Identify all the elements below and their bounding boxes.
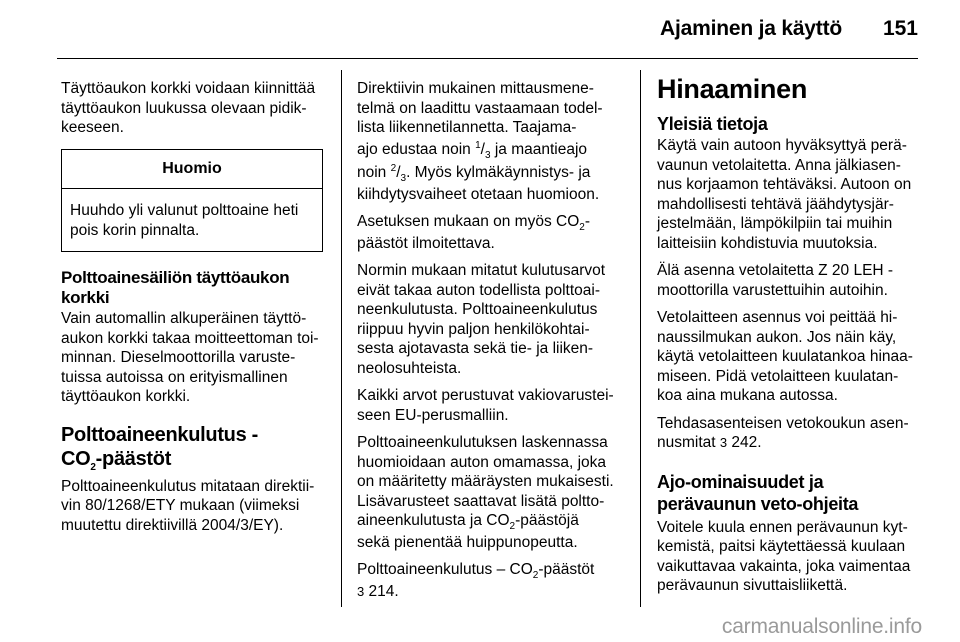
column-divider-2 bbox=[640, 70, 641, 607]
column-2 bbox=[357, 79, 629, 609]
driving-paragraph: Voitele kuula ennen perävaunun kyt- kemistä, paitsi käytettäessä kuulaan vaikuttavaa vakainta, joka vaimentaa perävaunun sivuttaisliikettä. bbox=[657, 518, 911, 594]
engine-warning-paragraph: Älä asenna vetolaitetta Z 20 LEH - moottorilla varustettuihin autoihin. bbox=[657, 262, 894, 299]
subheading-driving: Ajo-ominaisuudet ja perävaunun veto-ohjeita bbox=[657, 471, 859, 514]
cross-reference-paragraph: Polttoaineenkulutus – $CO_2$-päästöt 3 214. bbox=[357, 560, 629, 601]
note-box bbox=[61, 149, 323, 253]
fuel-cap-paragraph bbox=[61, 309, 333, 407]
consumption-paragraph bbox=[61, 477, 333, 536]
text-line: Vain automallin alkuperäinen täyttö- bbox=[61, 310, 307, 327]
text-line: aukon korkki takaa moitteettoman toi- bbox=[61, 329, 319, 347]
text-line: minnan. Dieselmoottorilla varuste- bbox=[61, 349, 296, 366]
note-body bbox=[62, 189, 322, 251]
co2-regulation-paragraph: Asetuksen mukaan on myös $CO_2-$ päästöt ilmoitettava. bbox=[357, 213, 591, 252]
column-3 bbox=[657, 74, 929, 604]
text-line: täyttöaukon luukussa olevaan pidik- bbox=[61, 99, 307, 117]
text-line: tuissa autoissa on erityismallinen bbox=[61, 368, 288, 386]
section-heading-fuel-cap: Polttoainesäiliön täyttöaukon korkki bbox=[61, 268, 290, 307]
header-rule bbox=[57, 58, 918, 59]
text-line: Huuhdo yli valunut polttoaine heti bbox=[70, 202, 299, 219]
text-line: keeseen. bbox=[61, 119, 124, 136]
page-reference-link[interactable]: 3 214. bbox=[357, 582, 399, 600]
running-header: Ajaminen ja käyttö bbox=[660, 17, 842, 40]
intro-paragraph bbox=[61, 79, 333, 138]
chapter-title: Hinaaminen bbox=[657, 74, 808, 104]
towing-eye-paragraph: Vetolaitteen asennus voi peittää hi- naussilmukan aukon. Jos näin käy, käytä vetolaitteen kuulatankoa hinaa- miseen. Pidä vetolaitteen kuulatan- koa aina mukana autossa. bbox=[657, 309, 913, 404]
general-paragraph: Käytä vain autoon hyväksyttyä perä- vaunun vetolaitetta. Anna jälkiasen- nus korjaamon tehtäväksi. Autoon on mahdollisesti tehtävä jäähdytysjär- jestelmään, lämpökilpiin tai muihin laitteisiin kohdistuvia muutoksia. bbox=[657, 137, 912, 252]
cross-reference-icon: 3 bbox=[719, 435, 728, 450]
section-heading-consumption: Polttoaineenkulutus - $CO_2$-päästöt bbox=[61, 423, 259, 473]
column-divider-1 bbox=[341, 70, 342, 607]
column-1 bbox=[61, 79, 333, 543]
text-line: Polttoaineenkulutus mitataan direktii- bbox=[61, 477, 315, 495]
calculation-paragraph: Polttoaineenkulutuksen laskennassa huomioidaan auton omamassa, joka on määritetty määräysten mukaisesti. Lisävarusteet saattavat lisätä poltto- aineenkulutusta ja $CO_2$-päästöjä sekä pienentää huippunopeutta. bbox=[357, 434, 614, 551]
mounting-paragraph: Tehdasasenteisen vetokoukun asen- nusmitat 3 242. bbox=[657, 414, 929, 453]
watermark: carmanualsonline.info bbox=[721, 615, 922, 638]
page-number: 151 bbox=[882, 17, 918, 40]
measurement-paragraph: Direktiivin mukainen mittausmene- telmä on laadittu vastaamaan todel- lista liikennetilannetta. Taajama- ajo edustaa noin $^1/_3$ ja maantieajo noin $^2/_3$. Myös kylmäkäynnistys- ja kiihdytysvaiheet otetaan huomioon. bbox=[357, 80, 603, 203]
note-title: Huomio bbox=[62, 150, 322, 190]
page-reference-link[interactable]: nusmitat 3 242. bbox=[657, 434, 762, 451]
cross-reference-icon: 3 bbox=[357, 583, 365, 599]
values-paragraph: Kaikki arvot perustuvat vakiovarustei- seen EU-perusmalliin. bbox=[357, 387, 614, 424]
norm-paragraph: Normin mukaan mitatut kulutusarvot eivät takaa auton todellista polttoai- neenkulutusta. Polttoaineenkulutus riippuu hyvin paljon henkilökohtai- sesta ajotavasta sekä tie- ja liiken- neolosuhteista. bbox=[357, 262, 606, 377]
text-line: pois korin pinnalta. bbox=[70, 221, 200, 239]
subheading-general: Yleisiä tietoja bbox=[657, 114, 768, 134]
text-line: Täyttöaukon korkki voidaan kiinnittää bbox=[61, 80, 316, 97]
text-line: muutettu direktiivillä 2004/3/EY). bbox=[61, 516, 284, 534]
text-line: täyttöaukon korkki. bbox=[61, 388, 191, 405]
text-line: vin 80/1268/ETY mukaan (viimeksi bbox=[61, 497, 300, 514]
